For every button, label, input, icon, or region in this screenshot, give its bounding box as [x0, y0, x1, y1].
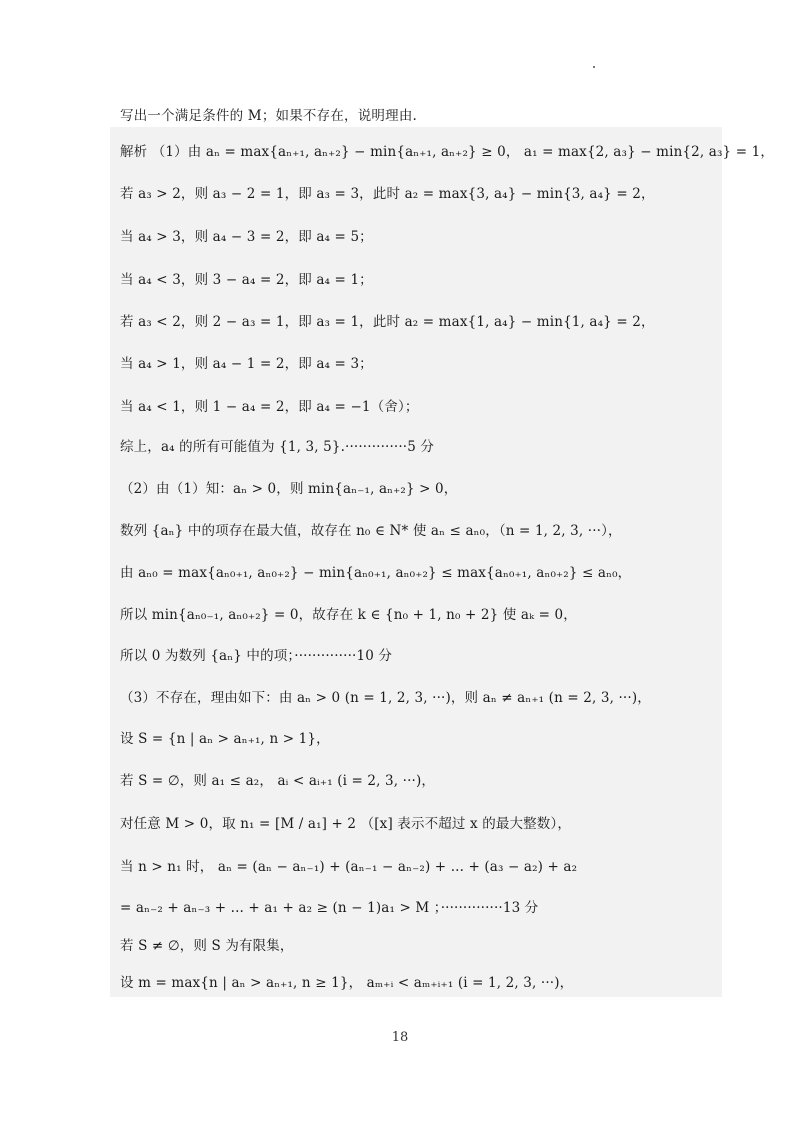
- solution-line: 当 a₄ > 1，则 a₄ − 1 = 2，即 a₄ = 3；: [120, 356, 373, 372]
- solution-line: 当 n > n₁ 时， aₙ = (aₙ − aₙ₋₁) + (aₙ₋₁ − aₙ₋₂) + ... + (a₃ − a₂) + a₂: [120, 859, 578, 875]
- solution-line: 由 aₙ₀ = max{aₙ₀₊₁, aₙ₀₊₂} − min{aₙ₀₊₁, aₙ₀₊₂} ≤ max{aₙ₀₊₁, aₙ₀₊₂} ≤ aₙ₀，: [120, 565, 632, 581]
- page-number: 18: [391, 1030, 409, 1045]
- solution-line: 对任意 M > 0，取 n₁ = [M / a₁] + 2 （[x] 表示不超过 x 的最大整数），: [120, 816, 571, 832]
- solution-line: （2）由（1）知：aₙ > 0，则 min{aₙ₋₁, aₙ₊₂} > 0，: [120, 481, 458, 497]
- solution-line: 若 S ≠ ∅，则 S 为有限集，: [120, 938, 294, 954]
- solution-line: 若 a₃ < 2，则 2 − a₃ = 1，即 a₃ = 1，此时 a₂ = max{1, a₄} − min{1, a₄} = 2，: [120, 314, 655, 330]
- solution-line: = aₙ₋₂ + aₙ₋₃ + ... + a₁ + a₂ ≥ (n − 1)a₁ > M ；··············13 分: [120, 900, 539, 916]
- solution-line: 若 a₃ > 2，则 a₃ − 2 = 1，即 a₃ = 3，此时 a₂ = max{3, a₄} − min{3, a₄} = 2，: [120, 186, 655, 202]
- solution-line: 当 a₄ > 3，则 a₄ − 3 = 2，即 a₄ = 5；: [120, 229, 373, 245]
- solution-line: 所以 min{aₙ₀₋₁, aₙ₀₊₂} = 0，故存在 k ∈ {n₀ + 1, n₀ + 2} 使 aₖ = 0，: [120, 607, 577, 623]
- solution-line: 当 a₄ < 3，则 3 − a₄ = 2，即 a₄ = 1；: [120, 272, 373, 288]
- solution-line: 解析 （1）由 aₙ = max{aₙ₊₁, aₙ₊₂} − min{aₙ₊₁, aₙ₊₂} ≥ 0， a₁ = max{2, a₃} − min{2, a₃} = 1，: [120, 144, 775, 160]
- solution-line: 设 S = {n | aₙ > aₙ₊₁, n > 1}，: [120, 731, 330, 747]
- solution-line: 设 m = max{n | aₙ > aₙ₊₁, n ≥ 1}， aₘ₊ᵢ < aₘ₊ᵢ₊₁ (i = 1, 2, 3, ···)，: [120, 975, 574, 991]
- solution-line: 所以 0 为数列 {aₙ} 中的项；··············10 分: [120, 648, 393, 664]
- solution-line: 若 S = ∅，则 a₁ ≤ a₂， aᵢ < aᵢ₊₁ (i = 2, 3, ···)，: [120, 773, 436, 789]
- solution-line: 综上，a₄ 的所有可能值为 {1, 3, 5}.··············5 分: [120, 439, 435, 455]
- corner-dot: [593, 66, 595, 68]
- solution-line: 当 a₄ < 1，则 1 − a₄ = 2，即 a₄ = −1（舍）；: [120, 399, 419, 415]
- solution-line: 数列 {aₙ} 中的项存在最大值，故存在 n₀ ∈ N* 使 aₙ ≤ aₙ₀，（n = 1, 2, 3, ···），: [120, 523, 622, 539]
- solution-line: （3）不存在，理由如下：由 aₙ > 0 (n = 1, 2, 3, ···)，则 aₙ ≠ aₙ₊₁ (n = 2, 3, ···)，: [120, 690, 651, 706]
- problem-intro: 写出一个满足条件的 M；如果不存在，说明理由.: [120, 108, 418, 124]
